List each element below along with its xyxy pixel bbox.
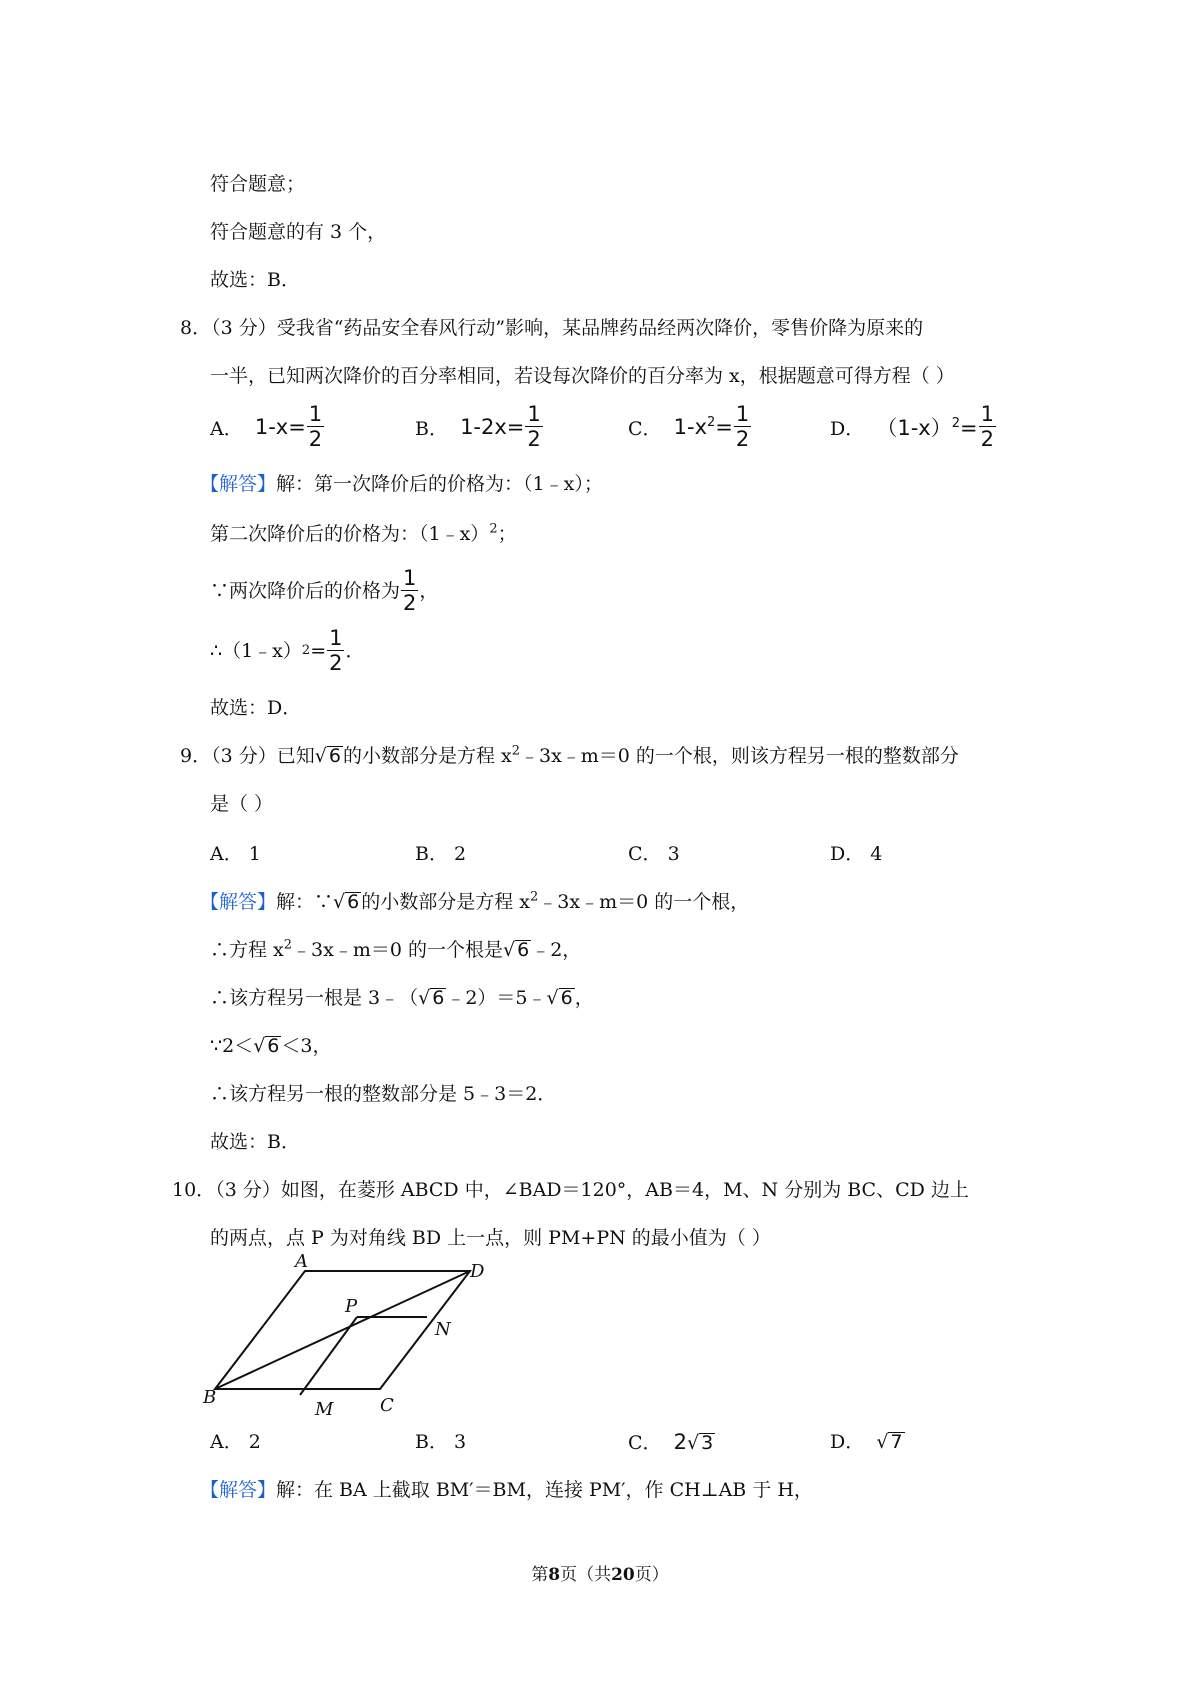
text-line: 符合题意的有 3 个， (210, 221, 387, 243)
sqrt: √ 6 (314, 745, 341, 767)
q8-option-c: C． $1-x^2=$ $\frac{1}{2}$ (628, 402, 750, 451)
label-c: C (380, 1395, 394, 1416)
question-10-stem: 10．（3 分）如图，在菱形 ABCD 中，∠BAD＝120°，AB＝4，M、N 分别为 BC、CD 边上 (172, 1179, 969, 1201)
q9-answer-line: 故选：B． (210, 1131, 300, 1153)
q8-answer-line: ∵两次降价后的价格为 $\frac{1}{2}$ ， (210, 566, 439, 615)
fraction: $\frac{1}{2}$ (308, 402, 323, 451)
question-9-stem-cont: 是（ ） (210, 793, 274, 815)
q9-option-a: A． 1 (210, 843, 261, 865)
q8-answer-line: 第二次降价后的价格为：（1﹣x）$^2$； (210, 521, 517, 545)
question-9-stem: 9．（3 分）已知√ 6 的小数部分是方程 $x^2﹣3x﹣m=0$ 的一个根，则该方程另一根的整数部分 (180, 742, 959, 770)
q9-answer-line: ∵2＜√ 6 ＜3， (210, 1032, 331, 1060)
rhombus-figure (203, 1251, 505, 1420)
text-line: 故选：B． (210, 269, 300, 291)
answer-tag: 【解答】 (200, 473, 277, 495)
sqrt: √ 6 (503, 939, 530, 961)
q9-answer-line: 【解答】解：∵√ 6 的小数部分是方程 $x^2﹣3x﹣m=0$ 的一个根， (200, 888, 749, 916)
q8-answer-line: 故选：D． (210, 697, 302, 719)
sqrt: √ 3 (687, 1432, 714, 1454)
q10-option-d: D． √ 7 (830, 1428, 905, 1456)
q9-option-b: B． 2 (415, 843, 467, 865)
label-n: N (435, 1319, 451, 1340)
sqrt: √ 6 (333, 891, 360, 913)
fraction: $\frac{1}{2}$ (980, 402, 994, 451)
fraction: $\frac{1}{2}$ (329, 626, 343, 675)
label-a: A (295, 1251, 308, 1272)
label-b: B (203, 1387, 217, 1408)
q9-option-d: D． 4 (830, 843, 883, 865)
segment-pm (300, 1317, 357, 1395)
label-p: P (345, 1296, 358, 1317)
fraction: $\frac{1}{2}$ (403, 566, 417, 615)
sqrt: √ 6 (546, 987, 573, 1009)
text-line: 符合题意； (210, 173, 306, 195)
sqrt: √ 7 (876, 1431, 903, 1453)
q8-option-d: D． $(1-x)^2=$ $\frac{1}{2}$ (830, 402, 994, 451)
page-footer: 第8页（共20页） (531, 1565, 669, 1585)
label-m: M (315, 1399, 334, 1420)
q9-answer-line: ∴该方程另一根是 3﹣（√ 6 ﹣2）＝5﹣√ 6 ， (210, 984, 594, 1012)
q8-option-a: A． 1-x= $\frac{1}{2}$ (210, 402, 323, 451)
q8-answer-line: 【解答】解：第一次降价后的价格为：（1﹣x）； (200, 473, 603, 495)
label-d: D (470, 1261, 485, 1282)
q8-answer-line: ∴（1﹣x） 2 = $\frac{1}{2}$ ． (210, 626, 365, 675)
q8-option-b: B． 1-2x= $\frac{1}{2}$ (415, 402, 541, 451)
sqrt: √ 6 (418, 987, 445, 1009)
fraction: $\frac{1}{2}$ (527, 402, 541, 451)
q9-answer-line: ∴该方程另一根的整数部分是 5﹣3＝2． (210, 1083, 557, 1105)
diagonal-bd (215, 1271, 470, 1389)
question-8-stem-cont: 一半，已知两次降价的百分率相同，若设每次降价的百分率为 x，根据题意可得方程（ ） (210, 365, 955, 387)
q9-option-c: C． 3 (628, 843, 680, 865)
q10-option-c: C． 2√ 3 (628, 1428, 715, 1457)
q10-option-b: B． 3 (415, 1431, 467, 1453)
q10-answer-line: 【解答】解：在 BA 上截取 BM′＝BM，连接 PM′，作 CH⊥AB 于 H， (200, 1479, 813, 1501)
question-10-stem-cont: 的两点，点 P 为对角线 BD 上一点，则 PM+PN 的最小值为（ ） (210, 1227, 771, 1249)
q9-answer-line: ∴方程 $x^2﹣3x﹣m=0$ 的一个根是√ 6 ﹣2， (210, 936, 581, 964)
q10-option-a: A． 2 (210, 1431, 261, 1453)
question-8-stem: 8．（3 分）受我省“药品安全春风行动”影响，某品牌药品经两次降价，零售价降为原来的 (180, 317, 924, 339)
sqrt: √ 6 (253, 1035, 280, 1057)
fraction: $\frac{1}{2}$ (735, 402, 750, 451)
answer-tag: 【解答】 (200, 891, 277, 913)
answer-tag: 【解答】 (200, 1479, 277, 1501)
